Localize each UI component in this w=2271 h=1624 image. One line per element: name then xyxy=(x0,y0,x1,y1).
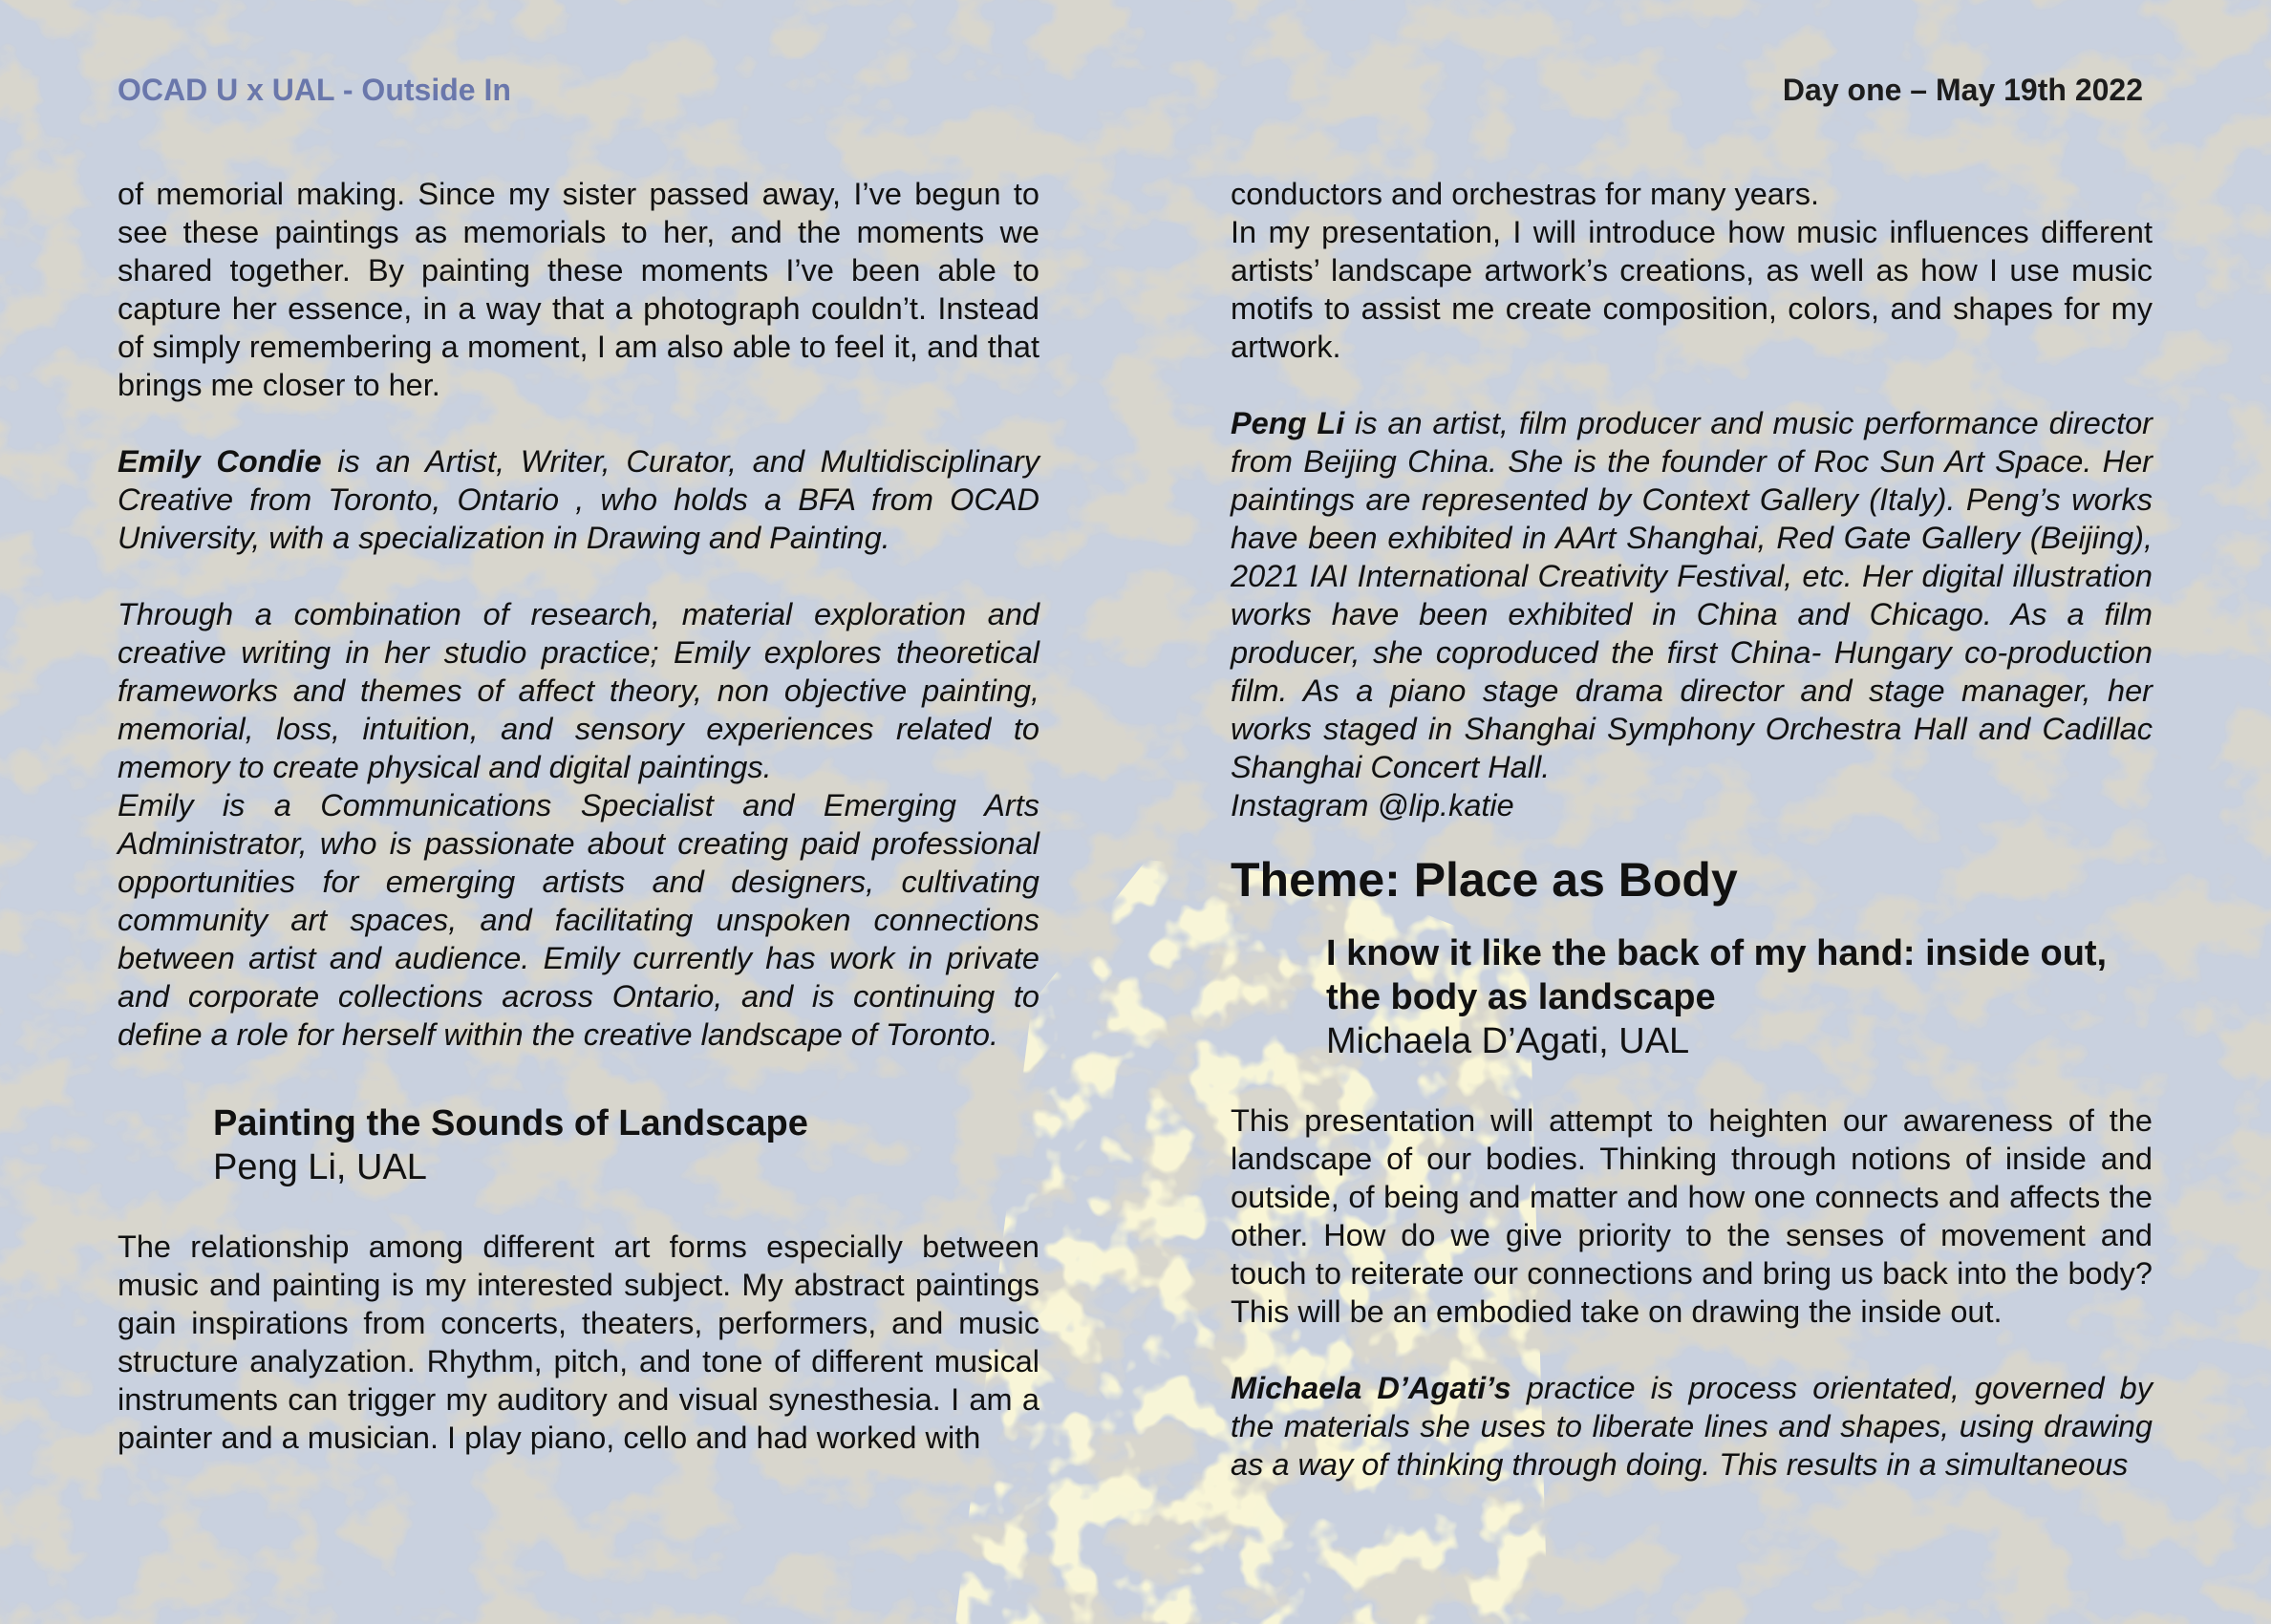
header-date: Day one – May 19th 2022 xyxy=(1782,73,2143,107)
continued-paragraph: conductors and orchestras for many years. xyxy=(1231,177,1819,211)
bio-text-end: . xyxy=(989,1017,998,1052)
talk-title-back-of-hand: I know it like the back of my hand: inside out, the body as landscape xyxy=(1326,933,2108,1017)
left-column xyxy=(118,175,1039,1457)
bio-text: is an Artist, Writer, Curator, and Multidisciplinary Creative from Toronto, Ontario , who holds a BFA from OCAD University, with a specialization in Drawing and Painting. xyxy=(118,444,1039,555)
talk-title-painting-sounds: Painting the Sounds of Landscape xyxy=(213,1103,808,1143)
talk-abstract-michaela: This presentation will attempt to heighten our awareness of the landscape of our bodies. Thinking through notions of inside and outside, of being and matter and how one connects and affects the other. How do we give priority to the senses of movement and touch to reiterate our connections and bring us back into the body? This will be an embodied take on drawing the inside out. xyxy=(1231,1103,2153,1329)
bio-paragraph-research: Through a combination of research, material exploration and creative writing in her studio practice; Emily explores theoretical frameworks and themes of affect theory, non objective painting, memorial, loss, intuition, and sensory experiences related to memory to create physical and digital paintings. xyxy=(118,597,1039,784)
talk-author-michaela: Michaela D’Agati, UAL xyxy=(1326,1021,1690,1061)
talk-abstract-peng-li: The relationship among different art forms especially between music and painting is my interested subject. My abstract paintings gain inspirations from concerts, theaters, performers, and music structure analyzation. Rhythm, pitch, and tone of different musical instruments can trigger my auditory and visual synesthesia. I am a painter and a musician. I play piano, cello and had worked with xyxy=(118,1229,1039,1455)
right-column xyxy=(1231,175,2153,1484)
presentation-paragraph: In my presentation, I will introduce how music influences different artists’ landscape artwork’s creations, as well as how I use music motifs to assist me create composition, colors, and shapes for my artwork. xyxy=(1231,215,2153,364)
bio-name: Peng Li xyxy=(1231,406,1345,440)
bio-peng-li xyxy=(1231,404,2153,786)
header-event-title: OCAD U x UAL - Outside In xyxy=(118,73,511,107)
bio-text: Emily is a Communications Specialist and Emerging Arts Administrator, who is passionate about creating paid professional opportunities for emerging artists and designers, cultivating community art spaces, and facilitating unspoken connections between artist and audience. Emily currently has work in private and corporate collections across Ontario, and is continuing to define a role for herself within the creative landscape of Toronto xyxy=(118,788,1039,1052)
bio-michaela-dagati xyxy=(1231,1369,2153,1484)
talk-author-peng-li: Peng Li, UAL xyxy=(213,1147,427,1187)
bio-emily-condie xyxy=(118,442,1039,557)
bio-text: is an artist, film producer and music performance director from Beijing China. She is the founder of Roc Sun Art Space. Her paintings are represented by Context Gallery (Italy). Peng’s works have been exhibited in AArt Shanghai, Red Gate Gallery (Beijing), 2021 IAI International Creativity Festival, etc. Her digital illustration works have been exhibited in China and Chicago. As a film producer, she coproduced the first China- Hungary co-production film. As a piano stage drama director and stage manager, her works staged in Shanghai Symphony Orchestra Hall and Cadillac Shanghai Concert Hall. xyxy=(1231,406,2153,784)
intro-paragraph: of memorial making. Since my sister passed away, I’ve begun to see these paintings as memorials to her, and the moments we shared together. By painting these moments I’ve been able to capture her essence, in a way that a photograph couldn’t. Instead of simply remembering a moment, I am also able to feel it, and that brings me closer to her. xyxy=(118,177,1039,402)
bio-paragraph-communications xyxy=(118,786,1039,1054)
bio-text: practice is process orientated, governed by the materials she uses to liberate lines and shapes, using drawing as a way of thinking through doing. This results in a simultaneous xyxy=(1231,1371,2153,1482)
bio-name: Emily Condie xyxy=(118,444,322,479)
theme-heading: Theme: Place as Body xyxy=(1231,853,1738,907)
bio-name: Michaela D’Agati’s xyxy=(1231,1371,1511,1405)
instagram-handle: Instagram @lip.katie xyxy=(1231,788,1514,823)
